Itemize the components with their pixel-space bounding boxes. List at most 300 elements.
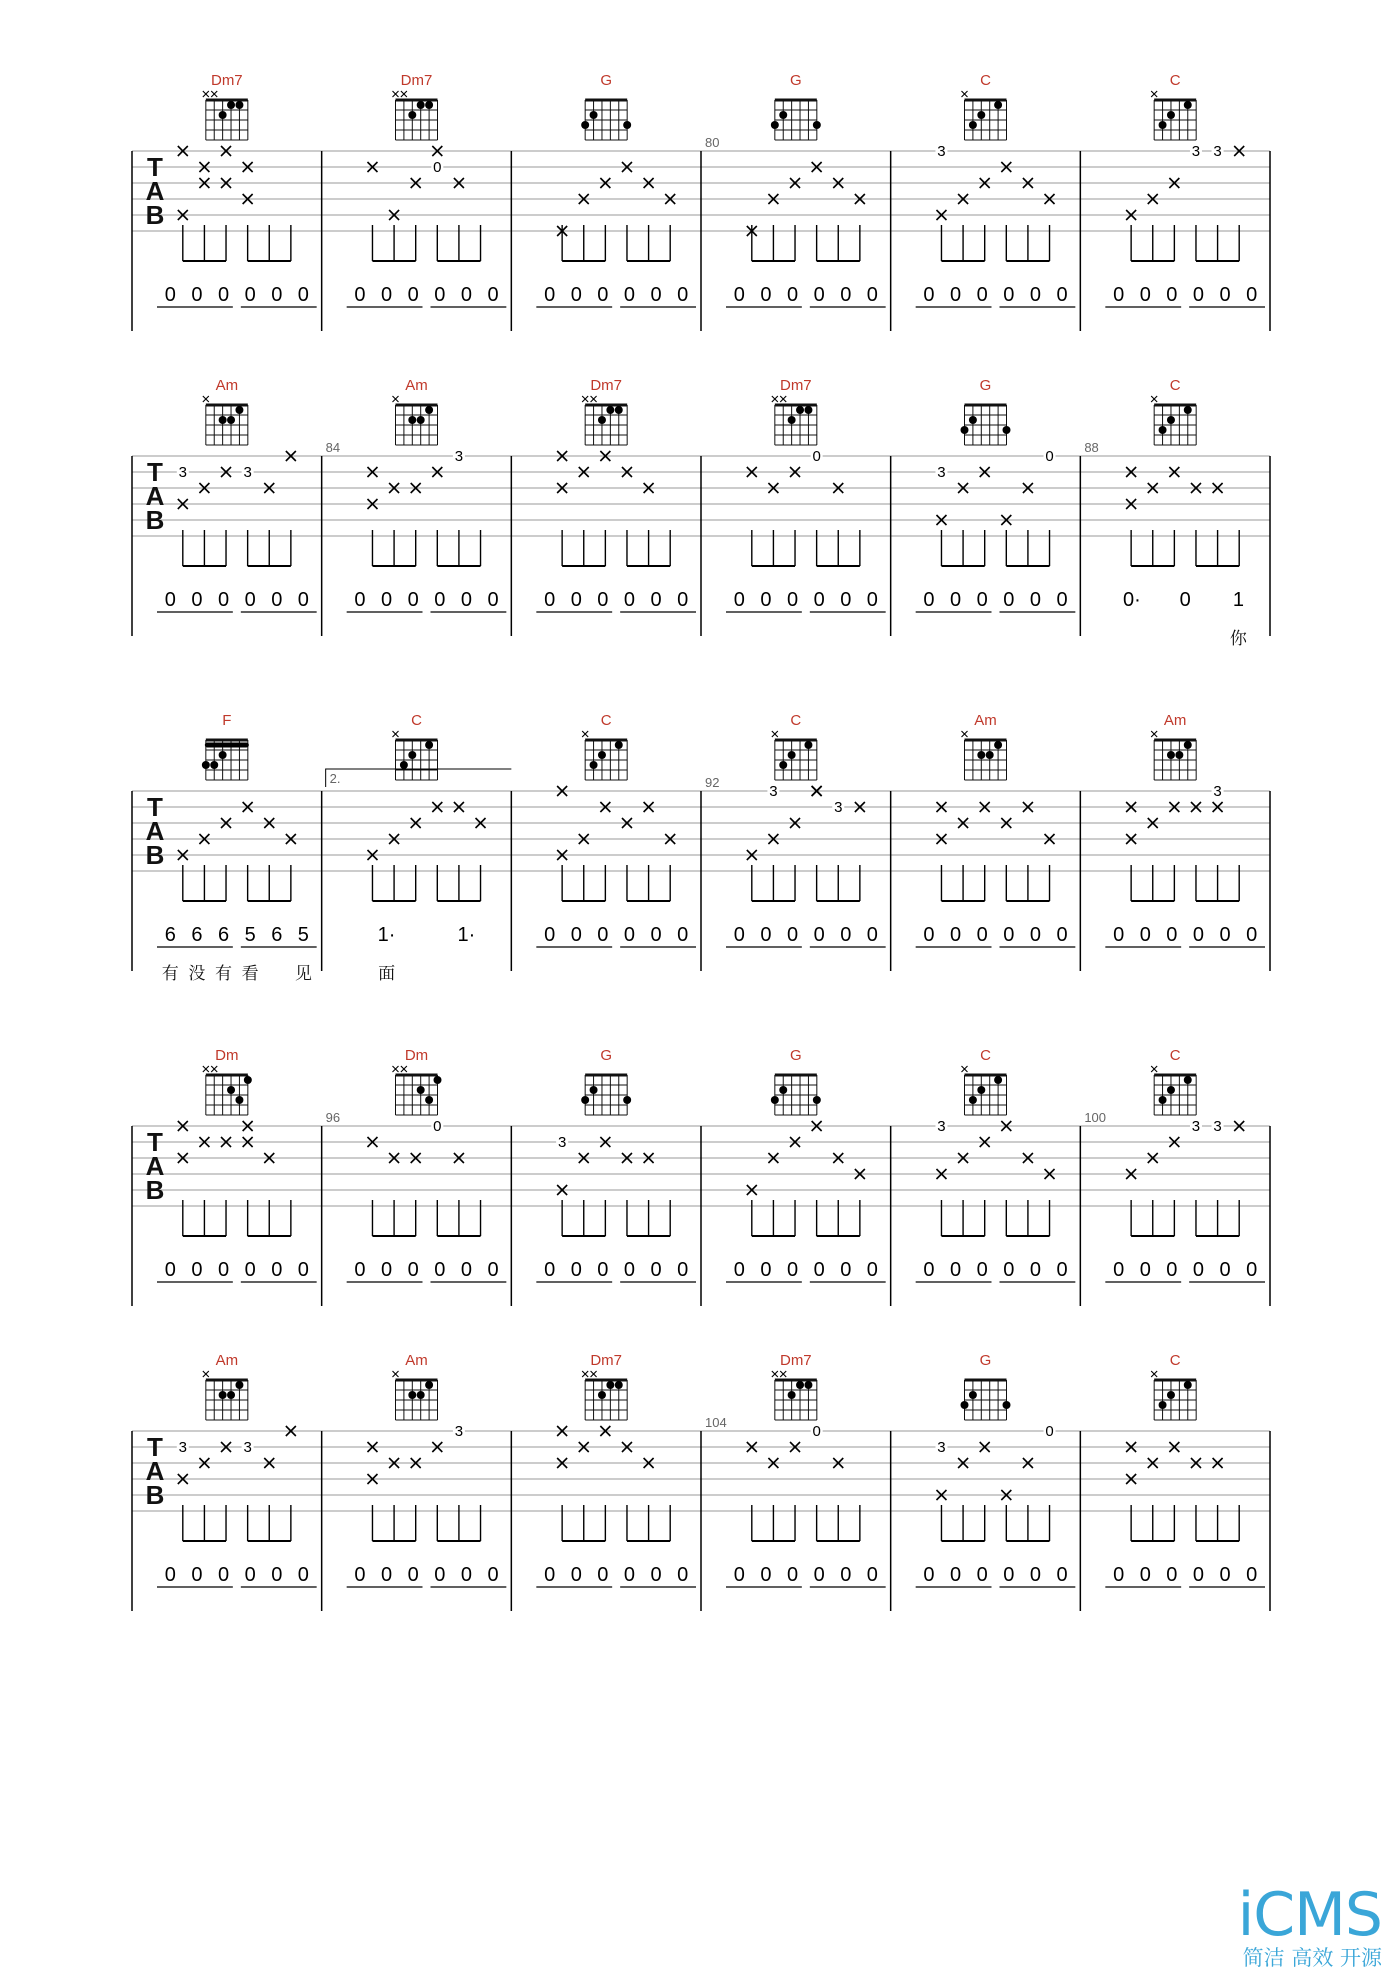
jianpu-note: 0 [354,589,366,611]
finger-dot [1167,1086,1175,1094]
finger-dot [408,751,416,759]
chord-diagram [393,1066,442,1115]
jianpu-note: 0 [623,924,636,946]
chord-diagram [393,731,438,780]
finger-dot [408,111,416,119]
jianpu-note: 0 [1029,284,1041,306]
finger-dot [1167,416,1175,424]
finger-dot [434,1076,442,1084]
jianpu-note: 0 [1029,589,1041,611]
finger-dot [219,416,227,424]
finger-dot [227,101,235,109]
jianpu-note: 5 [244,924,256,946]
jianpu-note: 0 [733,589,745,611]
jianpu-note: 0 [866,1564,878,1586]
fret-number: 0 [812,1423,821,1440]
jianpu-note: 0 [760,284,772,306]
jianpu-note: 0 [840,589,852,611]
chord-diagram [772,1371,817,1420]
tab-clef-letter: A [145,1456,165,1486]
jianpu-note: 0 [813,1259,825,1281]
finger-dot [969,1391,977,1399]
jianpu-note: 0 [460,1564,472,1586]
fret-number: 3 [937,143,946,160]
jianpu-note: 0 [597,284,609,306]
chord-diagram [203,91,248,140]
fret-number: 0 [1045,448,1054,465]
finger-dot [417,1086,425,1094]
fret-number: 3 [557,1134,567,1151]
jianpu-note: 0 [813,924,825,946]
jianpu-note: 0 [923,924,935,946]
jianpu-note: 0 [623,1564,636,1586]
jianpu-note: 0 [164,1564,176,1586]
jianpu-note: 0 [1166,284,1178,306]
finger-dot [598,751,606,759]
jianpu-note: 0 [840,284,852,306]
finger-dot [235,1381,243,1389]
lyric-char: 看 [241,964,259,983]
jianpu-note: 0 [244,589,256,611]
jianpu-note: 0 [923,284,935,306]
chord-name: Dm7 [779,1352,812,1369]
jianpu-note: 0 [1219,284,1231,306]
jianpu-note: 0 [1003,1564,1015,1586]
lyric-char: 见 [294,964,312,983]
jianpu-note: 0 [487,1564,499,1586]
jianpu-note: 0 [733,284,745,306]
brand-slogan: 简洁 高效 开源 [1242,1946,1382,1970]
chord-name: Am [974,712,997,729]
finger-dot [606,406,614,414]
measure [705,1352,891,1611]
chord-diagram [203,1371,248,1420]
chord-diagram [393,1371,438,1420]
jianpu-note: 0 [1056,924,1068,946]
jianpu-note: 0 [381,284,393,306]
tab-clef-letter: A [145,816,165,846]
jianpu-note: 0 [976,589,988,611]
chord-name: G [600,1047,613,1064]
tab-clef-letter: A [145,1151,165,1181]
finger-dot [623,121,631,129]
finger-dot [1167,1391,1175,1399]
measure-number: 104 [705,1415,727,1430]
tab-clef-letter: T [147,457,163,487]
finger-dot [969,1096,977,1104]
chord-name: Dm7 [590,1352,623,1369]
jianpu-note: 0 [1166,924,1178,946]
measure [705,72,891,331]
jianpu-note: 0 [297,284,309,306]
measure [347,72,512,331]
fret-number: 3 [243,464,252,481]
jianpu-note: 0 [1179,589,1191,611]
finger-dot [1167,111,1175,119]
jianpu-note: 0 [191,1564,203,1586]
jianpu-note: 0 [1029,1564,1041,1586]
tab-clef-letter: B [145,1175,165,1205]
finger-dot [1184,406,1192,414]
measure [726,377,891,636]
jianpu-note: 6 [164,924,176,946]
chord-name: Dm7 [779,377,812,394]
measure [1084,377,1270,648]
jianpu-note: 0 [1219,1564,1231,1586]
chord-name: C [980,1047,991,1064]
jianpu-note: 0 [786,589,799,611]
jianpu-note: 0 [923,589,935,611]
chord-name: C [600,712,612,729]
finger-dot [425,741,433,749]
jianpu-note: 0 [950,1259,962,1281]
jianpu-note: 0 [1246,924,1258,946]
lyric-char: 有 [215,964,233,983]
tab-clef-letter: A [145,481,165,511]
finger-dot [796,406,804,414]
jianpu-note: 0 [950,924,962,946]
chord-name: Am [405,377,428,394]
finger-dot [1184,101,1192,109]
finger-dot [227,416,235,424]
jianpu-note: 0 [244,1259,256,1281]
jianpu-note: 0 [1113,1259,1125,1281]
jianpu-note: 0 [407,1564,419,1586]
chord-name: Dm [404,1047,429,1064]
jianpu-note: 0 [677,924,689,946]
finger-dot [425,406,433,414]
chord-diagram [772,396,817,445]
chord-diagram [771,100,821,140]
jianpu-note: 0 [1056,1564,1068,1586]
jianpu-note: 0 [297,589,309,611]
chord-diagram [961,1380,1011,1420]
jianpu-note: 0 [381,589,393,611]
jianpu-note: 0 [597,924,609,946]
volta-bracket [326,769,512,787]
chord-name: C [1169,377,1181,394]
finger-dot [1184,741,1192,749]
jianpu-note: 0 [866,284,878,306]
chord-name: C [1169,1352,1181,1369]
jianpu-note: 0 [923,1259,935,1281]
jianpu-note: 0 [733,924,745,946]
jianpu-note: 0 [866,1259,878,1281]
jianpu-note: 0 [786,924,799,946]
jianpu-note: 6 [271,924,283,946]
finger-dot [804,1381,812,1389]
chord-name: Dm [215,1047,239,1064]
jianpu-note: 0 [650,924,662,946]
fret-number: 0 [1045,1423,1054,1440]
jianpu-note: 0 [760,924,772,946]
jianpu-note: 0 [840,1564,852,1586]
lyric-char: 你 [1229,629,1247,648]
jianpu-note: 0 [923,1564,935,1586]
finger-dot [961,1401,969,1409]
chord-name: C [1169,1047,1181,1064]
finger-dot [796,1381,804,1389]
jianpu-note: 0 [297,1564,309,1586]
jianpu-note: 0 [1192,284,1205,306]
measure [916,1352,1081,1611]
measure [705,712,891,971]
system-2 [132,377,1270,648]
jianpu-note: 0 [950,1564,962,1586]
brand-logo: iCMS [1237,1880,1382,1950]
finger-dot [994,1076,1002,1084]
jianpu-note: 0 [354,1259,366,1281]
jianpu-note: 0 [570,1564,582,1586]
chord-diagram [962,1066,1007,1115]
jianpu-note: 0 [570,589,582,611]
jianpu-note: 0 [1113,924,1125,946]
jianpu-note: 0 [544,1259,556,1281]
jianpu-note: 0 [164,589,176,611]
chord-name: Dm7 [210,72,243,89]
measure [916,72,1081,331]
jianpu-note: 0 [976,1564,988,1586]
system-5 [132,1352,1270,1611]
jianpu-note: 0 [460,284,472,306]
finger-dot [788,751,796,759]
finger-dot [590,111,598,119]
jianpu-note: 0 [597,1259,609,1281]
fret-number: 3 [1191,143,1201,160]
jianpu-note: 0 [1139,1564,1151,1586]
jianpu-note: 0 [1056,589,1068,611]
jianpu-note: 0 [866,589,878,611]
fret-number: 3 [243,1439,252,1456]
finger-dot [813,121,821,129]
measure [916,1047,1081,1306]
jianpu-note: 0 [1003,1259,1015,1281]
jianpu-note: 0 [840,1259,852,1281]
jianpu-note: 0 [460,589,472,611]
jianpu-note: 0 [866,924,878,946]
tab-clef-letter: B [145,200,165,230]
jianpu-note: 0 [407,1259,419,1281]
measure-number: 80 [705,135,720,150]
barre [205,743,249,748]
jianpu-note: 0 [650,1564,662,1586]
jianpu-note: 0 [1113,1564,1125,1586]
jianpu-note: 0 [271,589,283,611]
jianpu-note: 6 [217,924,230,946]
chord-diagram [1151,731,1196,780]
chord-name: Dm7 [590,377,623,394]
jianpu-note: 0 [191,284,203,306]
lyric-char: 没 [188,964,206,983]
jianpu-note: 0 [381,1259,393,1281]
jianpu-note: 0 [786,1564,799,1586]
jianpu-note: 0 [544,589,556,611]
jianpu-note: 0 [434,589,446,611]
finger-dot [779,761,787,769]
jianpu-note: 0 [191,1259,203,1281]
jianpu-note: 0 [813,284,825,306]
finger-dot [598,1391,606,1399]
chord-diagram [582,396,627,445]
chord-diagram [581,1075,631,1115]
fret-number: 3 [1213,143,1222,160]
fret-number: 0 [812,448,821,465]
finger-dot [590,761,598,769]
fret-number: 3 [769,783,778,800]
jianpu-note: 0 [976,1259,988,1281]
chord-diagram [1151,1371,1196,1420]
finger-dot [227,1086,235,1094]
measure [157,377,322,636]
finger-dot [771,121,779,129]
chord-name: C [1169,72,1181,89]
fret-number: 3 [1191,1118,1201,1135]
jianpu-note: 0 [623,1259,636,1281]
jianpu-note: 0 [271,1564,283,1586]
finger-dot [804,741,812,749]
finger-dot [219,751,227,759]
finger-dot [581,1096,589,1104]
jianpu-note: 0 [434,1259,446,1281]
chord-name: F [222,712,232,729]
finger-dot [1175,751,1183,759]
finger-dot [235,406,243,414]
jianpu-note: 0 [1192,1259,1205,1281]
jianpu-note: 0 [1139,924,1151,946]
measure [1105,72,1270,331]
system-3 [132,712,1270,983]
jianpu-note: 0 [570,284,582,306]
jianpu-note: 0 [244,284,256,306]
finger-dot [606,1381,614,1389]
finger-dot [1159,1096,1167,1104]
jianpu-note: 0 [297,1259,309,1281]
finger-dot [581,121,589,129]
jianpu-note: 1· [457,924,476,946]
measure [1105,712,1270,971]
jianpu-note: 0 [1029,1259,1041,1281]
measure [326,712,512,983]
jianpu-note: 0 [677,284,689,306]
jianpu-note: 0 [1113,284,1125,306]
finger-dot [779,111,787,119]
chord-diagram [1151,1066,1196,1115]
measure [157,1047,322,1306]
finger-dot [408,1391,416,1399]
finger-dot [994,101,1002,109]
measure [157,1352,322,1611]
finger-dot [235,101,243,109]
jianpu-note: 0 [1192,924,1205,946]
finger-dot [227,1391,235,1399]
jianpu-note: 0 [434,1564,446,1586]
finger-dot [417,101,425,109]
lyric-char: 有 [161,964,179,983]
finger-dot [994,741,1002,749]
jianpu-note: 0 [1192,1564,1205,1586]
measure-number: 92 [705,775,720,790]
finger-dot [425,101,433,109]
chord-name: G [789,1047,802,1064]
chord-name: Am [215,1352,239,1369]
finger-dot [804,406,812,414]
tab-clef-letter: T [147,1127,163,1157]
brand-watermark [1237,1880,1382,1971]
chord-name: Am [405,1352,428,1369]
finger-dot [771,1096,779,1104]
chord-name: G [600,72,613,89]
jianpu-note: 0 [1056,1259,1068,1281]
jianpu-note: 0 [623,589,636,611]
chord-diagram [771,1075,821,1115]
jianpu-note: 0 [570,924,582,946]
jianpu-note: 0 [733,1259,745,1281]
jianpu-note: 0 [813,589,825,611]
measure [536,1352,701,1611]
fret-number: 3 [1213,783,1222,800]
finger-dot [615,741,623,749]
fret-number: 3 [937,1118,946,1135]
jianpu-note: 0 [544,1564,556,1586]
finger-dot [425,1096,433,1104]
jianpu-note: 0 [191,589,203,611]
chord-diagram [582,1371,627,1420]
chord-diagram [961,405,1011,445]
jianpu-note: 0 [460,1259,472,1281]
measure [1105,1352,1270,1611]
finger-dot [235,1096,243,1104]
jianpu-note: 0 [1139,1259,1151,1281]
jianpu-note: 0 [1029,924,1041,946]
jianpu-note: 0 [650,589,662,611]
finger-dot [1167,751,1175,759]
jianpu-note: 0 [1219,1259,1231,1281]
jianpu-note: 0 [407,589,419,611]
jianpu-note: 0 [487,1259,499,1281]
finger-dot [623,1096,631,1104]
chord-diagram [393,91,438,140]
measure [326,1047,512,1306]
fret-number: 3 [834,799,843,816]
chord-diagram [582,731,627,780]
measure [536,712,701,971]
finger-dot [1003,1401,1011,1409]
finger-dot [969,121,977,129]
jianpu-note: 0 [570,1259,582,1281]
fret-number: 3 [937,464,946,481]
jianpu-note: 1· [377,924,396,946]
tab-clef-letter: T [147,792,163,822]
fret-number: 0 [433,1118,442,1135]
jianpu-note: 0 [1003,924,1015,946]
jianpu-note: 0 [813,1564,825,1586]
jianpu-note: 0 [950,589,962,611]
jianpu-note: 0 [1139,284,1151,306]
tab-clef-letter: T [147,1432,163,1462]
chord-name: Am [215,377,239,394]
jianpu-note: 0 [1003,589,1015,611]
jianpu-note: 0 [1056,284,1068,306]
jianpu-note: 0 [544,284,556,306]
finger-dot [977,751,985,759]
system-4 [132,1047,1270,1306]
chord-name: C [411,712,422,729]
tab-clef-letter: B [145,505,165,535]
finger-dot [1159,1401,1167,1409]
jianpu-note: 0 [677,1259,689,1281]
measure [536,377,701,636]
finger-dot [202,761,210,769]
